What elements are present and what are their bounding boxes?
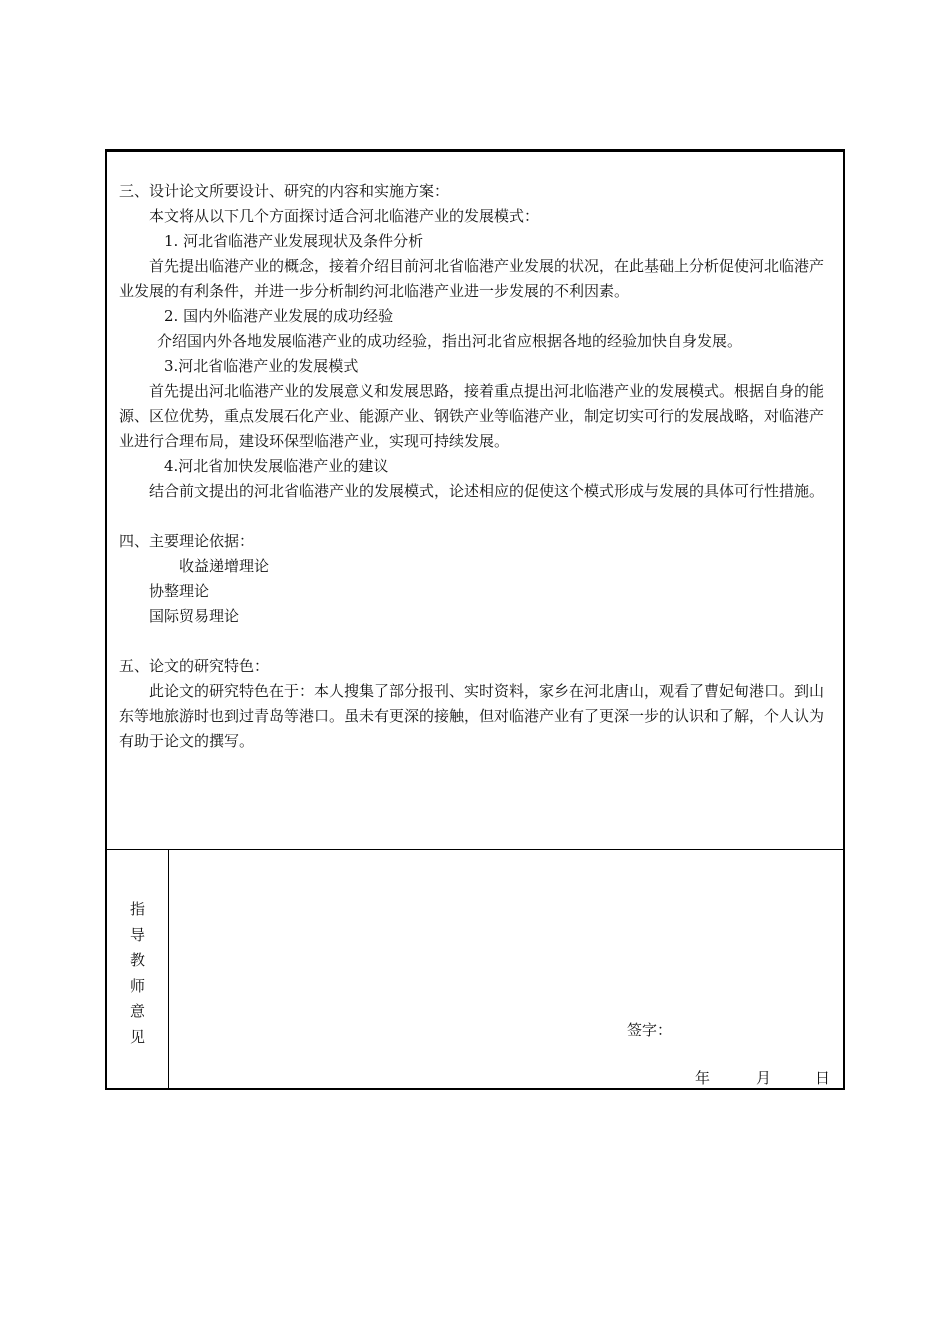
date-day-label: 日 — [815, 1069, 831, 1087]
date-year-label: 年 — [695, 1069, 711, 1087]
section-3-item-3-body: 首先提出河北临港产业的发展意义和发展思路，接着重点提出河北临港产业的发展模式。根据自身的能源、区位优势，重点发展石化产业、能源产业、钢铁产业等临港产业，制定切实可行的发展战略，对临港产业进行合理布局，建设环保型临港产业，实现可持续发展。 — [119, 382, 825, 450]
advisor-label-char: 师 — [129, 976, 145, 995]
proposal-content-cell — [107, 152, 843, 849]
theory-item: 协整理论 — [149, 582, 210, 600]
section-4-heading: 四、主要理论依据： — [119, 532, 255, 550]
section-3-item-4-title: 4.河北省加快发展临港产业的建议 — [164, 457, 389, 475]
section-3-item-2-body: 介绍国内外各地发展临港产业的成功经验，指出河北省应根据各地的经验加快自身发展。 — [157, 332, 743, 350]
table-column-divider — [168, 849, 169, 1090]
section-3-item-4-body: 结合前文提出的河北省临港产业的发展模式，论述相应的促使这个模式形成与发展的具体可行性措施。 — [149, 482, 825, 500]
section-3-item-2-title: 2. 国内外临港产业发展的成功经验 — [164, 307, 394, 325]
signature-label: 签字： — [627, 1021, 673, 1039]
section-3-item-3-title: 3.河北省临港产业的发展模式 — [164, 357, 359, 375]
section-5-body: 此论文的研究特色在于：本人搜集了部分报刊、实时资料，家乡在河北唐山，观看了曹妃甸港口。到山东等地旅游时也到过青岛等港口。虽未有更深的接触，但对临港产业有了更深一步的认识和了解，个人认为有助于论文的撰写。 — [119, 682, 825, 750]
spacer — [119, 629, 835, 654]
advisor-label-char: 指 — [129, 900, 145, 918]
spacer — [119, 504, 835, 529]
advisor-label-char: 见 — [129, 1027, 145, 1046]
section-3-item-1-title: 1. 河北省临港产业发展现状及条件分析 — [164, 232, 424, 250]
section-3-intro: 本文将从以下几个方面探讨适合河北临港产业的发展模式： — [149, 207, 540, 225]
advisor-label-char: 教 — [129, 951, 145, 969]
proposal-form-table — [105, 149, 845, 1090]
advisor-label-char: 导 — [129, 925, 145, 944]
table-row-divider — [107, 849, 843, 850]
date-month-label: 月 — [756, 1069, 772, 1087]
advisor-label-char: 意 — [129, 1002, 145, 1020]
section-5-heading: 五、论文的研究特色： — [119, 657, 270, 675]
advisor-opinion-label — [107, 897, 168, 1050]
section-3-item-1-body: 首先提出临港产业的概念，接着介绍目前河北省临港产业发展的状况，在此基础上分析促使河北临港产业发展的有利条件，并进一步分析制约河北临港产业进一步发展的不利因素。 — [119, 257, 825, 300]
theory-item: 国际贸易理论 — [149, 607, 240, 625]
section-3-heading: 三、设计论文所要设计、研究的内容和实施方案： — [119, 182, 450, 200]
theory-item: 收益递增理论 — [179, 557, 270, 575]
